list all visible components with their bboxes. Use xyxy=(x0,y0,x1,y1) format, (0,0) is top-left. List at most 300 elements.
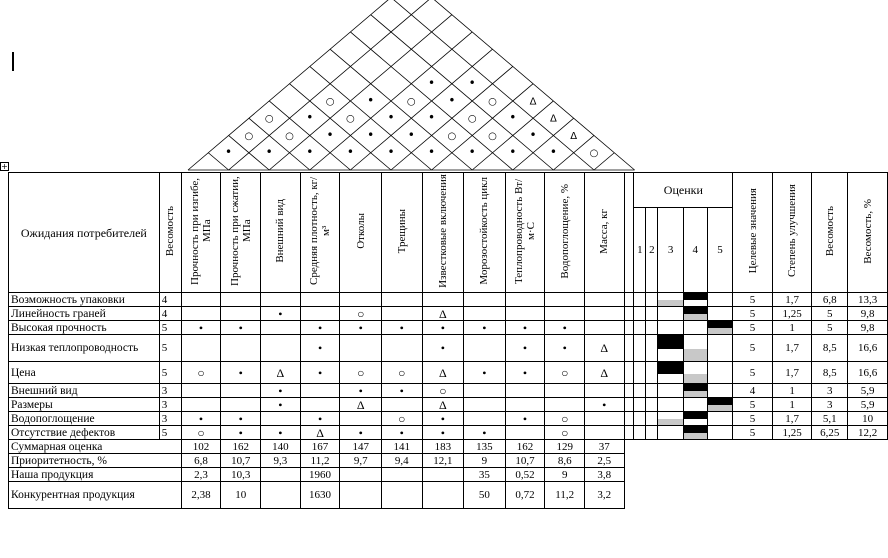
roof-correlation-mark: • xyxy=(428,76,436,91)
improvement-value: 1,25 xyxy=(772,426,812,440)
scale-1: 1 xyxy=(634,208,646,293)
relation-mark xyxy=(464,398,506,412)
roof-correlation-mark: • xyxy=(428,145,436,160)
relation-mark xyxy=(300,398,340,412)
roof-correlation-mark: Δ xyxy=(549,113,557,125)
summary-value: 3,8 xyxy=(585,468,625,482)
header-target-label: Целевые значения xyxy=(746,188,759,274)
char-header xyxy=(300,173,340,293)
char-header-label: Прочность при изгибе, МПа xyxy=(188,177,213,285)
relation-mark xyxy=(545,293,585,307)
rating-cell-1 xyxy=(634,307,646,321)
roof-correlation-mark: • xyxy=(549,145,557,160)
header-ratings: Оценки xyxy=(634,173,733,208)
relation-mark xyxy=(261,321,301,335)
relation-mark: • xyxy=(340,384,382,398)
rating-cell-1 xyxy=(634,412,646,426)
char-header xyxy=(381,173,422,293)
relation-mark: Δ xyxy=(422,398,464,412)
requirement-name: Размеры xyxy=(9,398,160,412)
our-rating-bar xyxy=(684,293,707,300)
roof-grid-line xyxy=(371,15,554,170)
requirement-weight: 3 xyxy=(159,412,181,426)
char-header xyxy=(261,173,301,293)
text-cursor xyxy=(12,52,14,71)
relation-mark xyxy=(300,307,340,321)
target-value: 5 xyxy=(733,412,772,426)
weight-pct-value: 13,3 xyxy=(848,293,888,307)
char-header-label: Известковые включения xyxy=(436,174,449,288)
header-weight xyxy=(159,173,181,293)
improvement-value: 1 xyxy=(772,321,812,335)
relation-mark xyxy=(340,412,382,426)
summary-row xyxy=(9,482,888,509)
summary-value: 10,3 xyxy=(221,468,261,482)
roof-grid-line xyxy=(432,84,533,170)
relation-mark xyxy=(585,307,625,321)
relation-mark: • xyxy=(221,426,261,440)
rating-cell-3 xyxy=(658,321,684,335)
summary-value: 10,7 xyxy=(221,454,261,468)
roof-correlation-mark: • xyxy=(326,127,334,142)
summary-value: 183 xyxy=(422,440,464,454)
relation-mark xyxy=(181,384,221,398)
summary-value xyxy=(422,468,464,482)
rating-cell-4 xyxy=(683,426,707,440)
roof-correlation-mark: • xyxy=(387,110,395,125)
relation-mark: • xyxy=(181,412,221,426)
rating-cell-5 xyxy=(707,398,733,412)
rating-cell-5 xyxy=(707,307,733,321)
relation-mark xyxy=(261,293,301,307)
summary-value: 11,2 xyxy=(545,482,585,509)
rating-cell-4 xyxy=(683,384,707,398)
spacer-cell xyxy=(624,335,634,362)
target-value: 5 xyxy=(733,307,772,321)
rating-cell-1 xyxy=(634,426,646,440)
roof-correlation-mark: ○ xyxy=(285,130,294,142)
relation-mark xyxy=(545,384,585,398)
summary-value: 9,4 xyxy=(381,454,422,468)
summary-value: 1960 xyxy=(300,468,340,482)
summary-value: 162 xyxy=(505,440,545,454)
relation-mark: • xyxy=(545,321,585,335)
spacer-cell xyxy=(624,384,634,398)
our-rating-bar xyxy=(684,412,707,419)
summary-label: Приоритетность, % xyxy=(9,454,182,468)
roof-correlation-mark: • xyxy=(468,76,476,91)
roof-grid-line xyxy=(513,118,574,170)
roof-grid-line xyxy=(290,84,395,170)
relation-mark: • xyxy=(505,412,545,426)
summary-label: Наша продукция xyxy=(9,468,182,482)
relation-mark xyxy=(221,398,261,412)
spacer-cell xyxy=(624,412,634,426)
relation-mark xyxy=(585,384,625,398)
rating-cell-2 xyxy=(646,412,658,426)
weight-pct-value: 5,9 xyxy=(848,384,888,398)
table-row xyxy=(9,384,888,398)
requirement-name: Линейность граней xyxy=(9,307,160,321)
roof-correlation-mark: • xyxy=(509,145,517,160)
header-weight-pct xyxy=(848,173,888,293)
relation-mark: Δ xyxy=(585,362,625,384)
rating-cell-3 xyxy=(658,412,684,426)
rating-cell-5 xyxy=(707,412,733,426)
summary-blank xyxy=(624,482,887,509)
table-row xyxy=(9,398,888,412)
relation-mark xyxy=(381,307,422,321)
requirement-name: Цена xyxy=(9,362,160,384)
roof-correlation-mark: • xyxy=(265,145,273,160)
spacer-cell xyxy=(624,307,634,321)
summary-value: 0,72 xyxy=(505,482,545,509)
our-rating-bar xyxy=(708,398,733,405)
roof-correlation-mark: • xyxy=(367,127,375,142)
relation-mark: ○ xyxy=(422,384,464,398)
summary-blank xyxy=(624,454,887,468)
rating-cell-2 xyxy=(646,384,658,398)
rating-cell-2 xyxy=(646,321,658,335)
summary-value xyxy=(340,482,382,509)
relation-mark xyxy=(464,293,506,307)
char-header-label: Внешний вид xyxy=(274,199,287,263)
char-header xyxy=(585,173,625,293)
relation-mark xyxy=(505,307,545,321)
rating-cell-2 xyxy=(646,426,658,440)
summary-value xyxy=(422,482,464,509)
relation-mark: Δ xyxy=(422,307,464,321)
summary-value: 102 xyxy=(181,440,221,454)
summary-value: 2,3 xyxy=(181,468,221,482)
target-value: 4 xyxy=(733,384,772,398)
weight-value: 5,1 xyxy=(812,412,848,426)
competitor-rating-bar xyxy=(658,300,683,306)
rating-cell-1 xyxy=(634,398,646,412)
spacer-cell xyxy=(624,321,634,335)
relation-mark xyxy=(505,426,545,440)
summary-value: 1630 xyxy=(300,482,340,509)
relation-mark xyxy=(181,398,221,412)
header-improvement-label: Степень улучшения xyxy=(786,184,799,278)
relation-mark xyxy=(585,321,625,335)
relation-mark: • xyxy=(181,321,221,335)
relation-mark: • xyxy=(381,321,422,335)
relation-mark: • xyxy=(300,335,340,362)
rating-cell-4 xyxy=(683,412,707,426)
relation-mark: Δ xyxy=(422,362,464,384)
rating-cell-4 xyxy=(683,307,707,321)
relation-mark: • xyxy=(340,321,382,335)
requirement-name: Внешний вид xyxy=(9,384,160,398)
summary-value: 129 xyxy=(545,440,585,454)
summary-value: 10,7 xyxy=(505,454,545,468)
rating-cell-5 xyxy=(707,293,733,307)
requirement-name: Высокая прочность xyxy=(9,321,160,335)
roof-correlation-mark: ○ xyxy=(589,148,599,160)
competitor-rating-bar xyxy=(708,405,733,411)
summary-value xyxy=(261,482,301,509)
summary-value: 135 xyxy=(464,440,506,454)
relation-mark: ○ xyxy=(545,426,585,440)
requirement-weight: 5 xyxy=(159,426,181,440)
weight-value: 8,5 xyxy=(812,362,848,384)
summary-blank xyxy=(624,468,887,482)
relation-mark: • xyxy=(464,362,506,384)
summary-label: Суммарная оценка xyxy=(9,440,182,454)
summary-value xyxy=(340,468,382,482)
relation-mark: • xyxy=(261,384,301,398)
relation-mark: • xyxy=(381,426,422,440)
scale-4: 4 xyxy=(683,208,707,293)
relation-mark: • xyxy=(221,362,261,384)
relation-mark xyxy=(505,398,545,412)
summary-value: 37 xyxy=(585,440,625,454)
relation-mark xyxy=(585,293,625,307)
summary-value: 2,38 xyxy=(181,482,221,509)
char-header-label: Прочность при сжатии, МПа xyxy=(228,176,253,286)
rating-cell-4 xyxy=(683,293,707,307)
relation-mark: • xyxy=(221,412,261,426)
weight-value: 3 xyxy=(812,384,848,398)
roof-correlation-mark: • xyxy=(346,145,354,160)
roof-correlation-mark: • xyxy=(509,110,517,125)
summary-value: 9,3 xyxy=(261,454,301,468)
table-row xyxy=(9,307,888,321)
rating-cell-2 xyxy=(646,293,658,307)
competitor-rating-bar xyxy=(684,433,707,439)
relation-mark xyxy=(181,307,221,321)
roof-correlation-mark: • xyxy=(407,127,415,142)
relation-mark xyxy=(585,412,625,426)
our-rating-bar xyxy=(708,321,733,328)
summary-value: 3,2 xyxy=(585,482,625,509)
qfd-table xyxy=(8,172,888,509)
relation-mark: ○ xyxy=(545,412,585,426)
rating-cell-3 xyxy=(658,426,684,440)
weight-value: 8,5 xyxy=(812,335,848,362)
target-value: 5 xyxy=(733,362,772,384)
relation-mark xyxy=(464,412,506,426)
rating-cell-2 xyxy=(646,362,658,384)
scale-3: 3 xyxy=(658,208,684,293)
relation-mark: Δ xyxy=(585,335,625,362)
relation-mark xyxy=(381,335,422,362)
improvement-value: 1,25 xyxy=(772,307,812,321)
relation-mark: • xyxy=(545,335,585,362)
target-value: 5 xyxy=(733,293,772,307)
improvement-value: 1,7 xyxy=(772,335,812,362)
roof-correlation-mark: Δ xyxy=(529,96,537,108)
rating-cell-1 xyxy=(634,321,646,335)
relation-mark: • xyxy=(464,426,506,440)
rating-cell-4 xyxy=(683,398,707,412)
relation-mark xyxy=(300,293,340,307)
rating-cell-3 xyxy=(658,307,684,321)
requirement-name: Низкая теплопроводность xyxy=(9,335,160,362)
requirement-weight: 5 xyxy=(159,321,181,335)
relation-mark: Δ xyxy=(340,398,382,412)
relation-mark: ○ xyxy=(340,307,382,321)
table-row xyxy=(9,321,888,335)
table-row xyxy=(9,426,888,440)
requirement-name: Водопоглощение xyxy=(9,412,160,426)
scale-5: 5 xyxy=(707,208,733,293)
relation-mark xyxy=(464,307,506,321)
header-weight-pct-label: Весомость, % xyxy=(861,198,874,264)
roof-correlation-mark: ○ xyxy=(244,130,254,142)
summary-value xyxy=(261,468,301,482)
relation-mark: • xyxy=(505,362,545,384)
relation-mark xyxy=(221,293,261,307)
char-header-label: Морозостойкость цикл xyxy=(478,177,491,285)
roof-correlation-mark: • xyxy=(448,93,456,108)
relation-mark: • xyxy=(261,426,301,440)
char-header-label: Масса, кг xyxy=(598,208,611,254)
improvement-value: 1 xyxy=(772,384,812,398)
competitor-rating-bar xyxy=(684,349,707,361)
relation-mark: Δ xyxy=(261,362,301,384)
spacer-cell xyxy=(624,426,634,440)
roof-grid-line xyxy=(269,15,452,170)
relation-mark: ○ xyxy=(381,362,422,384)
summary-value: 9,7 xyxy=(340,454,382,468)
relation-mark: ○ xyxy=(181,426,221,440)
roof-correlation-mark: ○ xyxy=(488,96,497,108)
char-header xyxy=(422,173,464,293)
relation-mark: • xyxy=(300,362,340,384)
weight-pct-value: 9,8 xyxy=(848,307,888,321)
summary-value: 6,8 xyxy=(181,454,221,468)
rating-cell-3 xyxy=(658,384,684,398)
roof-correlation-mark: ○ xyxy=(447,130,457,142)
weight-value: 5 xyxy=(812,321,848,335)
rating-cell-3 xyxy=(658,398,684,412)
roof-correlation-mark: • xyxy=(387,145,395,160)
summary-blank xyxy=(624,440,887,454)
relation-mark xyxy=(261,335,301,362)
requirement-weight: 4 xyxy=(159,307,181,321)
char-header xyxy=(464,173,506,293)
scale-2: 2 xyxy=(646,208,658,293)
requirement-weight: 4 xyxy=(159,293,181,307)
header-weight2-label: Весомость xyxy=(823,205,836,257)
roof-correlation-mark: • xyxy=(306,145,314,160)
competitor-rating-bar xyxy=(684,391,707,397)
relation-mark: • xyxy=(422,412,464,426)
table-row xyxy=(9,293,888,307)
relation-mark xyxy=(464,384,506,398)
rating-cell-1 xyxy=(634,384,646,398)
table-row xyxy=(9,412,888,426)
weight-value: 6,8 xyxy=(812,293,848,307)
weight-value: 6,25 xyxy=(812,426,848,440)
roof-correlation-mark: ○ xyxy=(488,130,497,142)
relation-mark xyxy=(340,335,382,362)
weight-pct-value: 5,9 xyxy=(848,398,888,412)
char-header xyxy=(545,173,585,293)
summary-value: 35 xyxy=(464,468,506,482)
summary-value: 140 xyxy=(261,440,301,454)
roof-correlation-mark: • xyxy=(468,145,476,160)
correlation-roof xyxy=(0,0,888,172)
our-rating-bar xyxy=(684,426,707,433)
roof-correlation-mark: ○ xyxy=(325,96,335,108)
char-header-label: Трещины xyxy=(395,208,408,254)
spacer-cell xyxy=(624,293,634,307)
roof-correlation-mark: • xyxy=(306,110,314,125)
char-header-label: Теплопроводность Вт/м·С xyxy=(513,178,538,284)
header-weight-label: Весомость xyxy=(164,205,177,257)
relation-mark: • xyxy=(261,307,301,321)
table-row xyxy=(9,362,888,384)
char-header-label: Водопоглощение, % xyxy=(558,183,571,279)
rating-cell-2 xyxy=(646,307,658,321)
relation-mark: • xyxy=(221,321,261,335)
competitor-rating-bar xyxy=(708,328,733,334)
summary-value: 9 xyxy=(464,454,506,468)
target-value: 5 xyxy=(733,426,772,440)
summary-value: 2,5 xyxy=(585,454,625,468)
relation-mark xyxy=(505,384,545,398)
char-header xyxy=(505,173,545,293)
rating-cell-5 xyxy=(707,384,733,398)
our-rating-bar xyxy=(684,384,707,391)
summary-value: 167 xyxy=(300,440,340,454)
improvement-value: 1,7 xyxy=(772,293,812,307)
relation-mark: • xyxy=(422,426,464,440)
summary-value: 8,6 xyxy=(545,454,585,468)
relation-mark: Δ xyxy=(300,426,340,440)
relation-mark: • xyxy=(464,321,506,335)
header-weight2 xyxy=(812,173,848,293)
roof-correlation-mark: ○ xyxy=(406,96,416,108)
relation-mark: • xyxy=(422,335,464,362)
summary-label: Конкурентная продукция xyxy=(9,482,182,509)
char-header xyxy=(221,173,261,293)
rating-cell-4 xyxy=(683,321,707,335)
table-move-handle[interactable]: + xyxy=(1,162,8,171)
requirement-weight: 3 xyxy=(159,398,181,412)
relation-mark xyxy=(422,293,464,307)
header-improvement xyxy=(772,173,812,293)
weight-pct-value: 16,6 xyxy=(848,362,888,384)
rating-cell-2 xyxy=(646,335,658,362)
relation-mark xyxy=(340,293,382,307)
weight-pct-value: 10 xyxy=(848,412,888,426)
relation-mark: • xyxy=(422,321,464,335)
summary-row xyxy=(9,440,888,454)
relation-mark: • xyxy=(300,412,340,426)
relation-mark xyxy=(464,335,506,362)
target-value: 5 xyxy=(733,335,772,362)
improvement-value: 1 xyxy=(772,398,812,412)
summary-value: 147 xyxy=(340,440,382,454)
requirement-name: Отсутствие дефектов xyxy=(9,426,160,440)
relation-mark: • xyxy=(261,398,301,412)
relation-mark: • xyxy=(300,321,340,335)
requirement-name: Возможность упаковки xyxy=(9,293,160,307)
summary-value xyxy=(381,468,422,482)
spacer-cell xyxy=(624,362,634,384)
header-expectations: Ожидания потребителей xyxy=(9,173,160,293)
improvement-value: 1,7 xyxy=(772,412,812,426)
summary-value xyxy=(381,482,422,509)
roof-correlation-mark: ○ xyxy=(467,113,477,125)
char-header xyxy=(181,173,221,293)
roof-correlation-mark: • xyxy=(225,145,233,160)
char-header xyxy=(340,173,382,293)
